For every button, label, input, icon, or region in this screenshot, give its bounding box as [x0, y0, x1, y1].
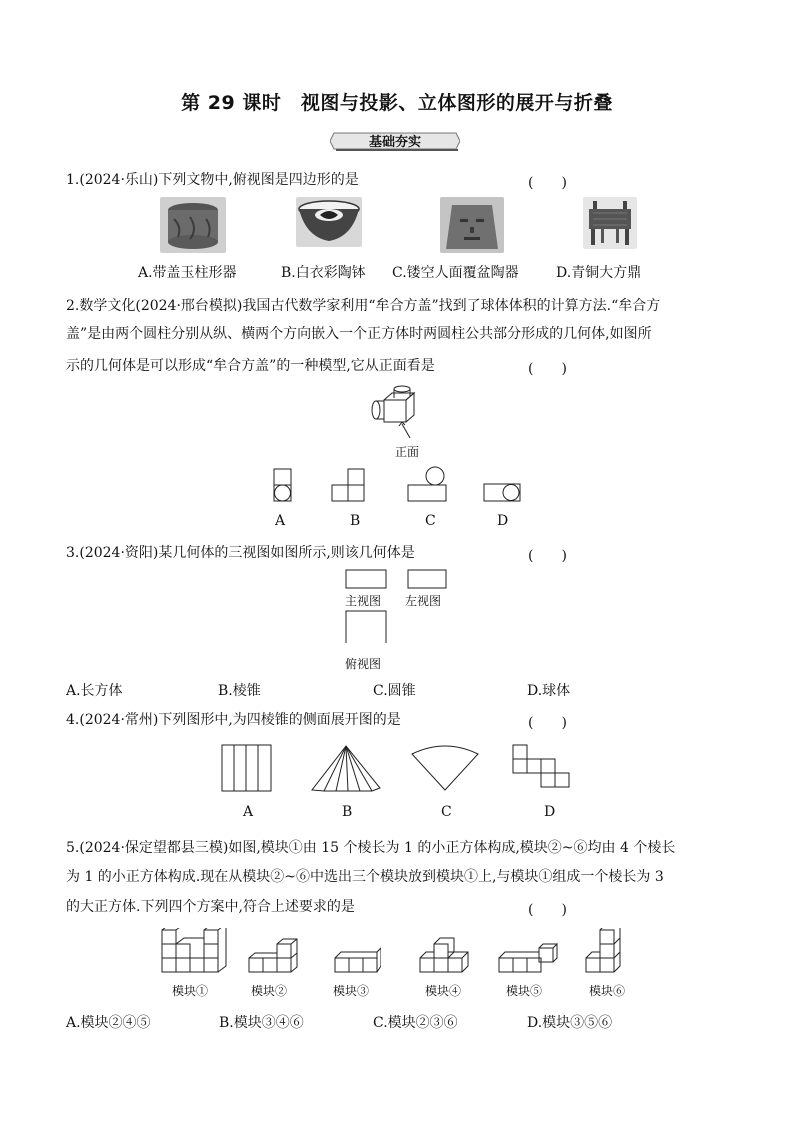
q4-choice-a-figure[interactable] [221, 744, 273, 792]
q4-choice-c[interactable]: C [441, 804, 452, 820]
q3-answer-paren: ( ) [528, 548, 567, 564]
q1-option-d[interactable]: D.青铜大方鼎 [556, 265, 642, 281]
q2-stem-line3: 示的几何体是可以形成“牟合方盖”的一种模型,它从正面看是 [66, 358, 435, 374]
module-2-label: 模块② [251, 984, 288, 998]
q4-choice-c-figure[interactable] [410, 744, 480, 792]
section-tag-label: 基础夯实 [368, 135, 421, 150]
q1-option-c[interactable]: C.镂空人面覆盆陶器 [392, 265, 519, 281]
q5-option-b[interactable]: B.模块③④⑥ [219, 1015, 304, 1031]
q5-option-d[interactable]: D.模块③⑤⑥ [527, 1015, 613, 1031]
q4-answer-paren: ( ) [528, 715, 567, 731]
q5-stem-line3: 的大正方体.下列四个方案中,符合上述要求的是 [66, 899, 355, 915]
q1-option-b[interactable]: B.白衣彩陶钵 [281, 265, 366, 281]
q2-stem-line1: 2.数学文化(2024·邢台模拟)我国古代数学家利用“牟合方盖”找到了球体体积的计算方法.“牟合方 [66, 298, 661, 314]
bronze-ding-image [583, 197, 637, 249]
q3-front-view-rect [346, 570, 386, 588]
q2-choice-a-figure[interactable] [272, 467, 294, 503]
q2-choice-d-figure[interactable] [482, 482, 522, 504]
q4-choice-a[interactable]: A [243, 804, 254, 820]
q3-option-b[interactable]: B.棱锥 [218, 683, 261, 699]
painted-bowl-image [296, 197, 362, 247]
q2-choice-c-figure[interactable] [406, 465, 450, 503]
jade-cylinder-image [160, 197, 226, 253]
q4-choice-b-figure[interactable] [310, 744, 382, 792]
page-title: 第 29 课时 视图与投影、立体图形的展开与折叠 [181, 92, 613, 114]
module-3-label: 模块③ [333, 984, 370, 998]
q2-choice-a[interactable]: A [275, 513, 286, 529]
q3-stem: 3.(2024·资阳)某几何体的三视图如图所示,则该几何体是 [66, 545, 415, 561]
q4-choice-d-figure[interactable] [512, 744, 574, 792]
q2-front-label: 正面 [395, 445, 420, 459]
q1-answer-paren: ( ) [528, 175, 567, 191]
module-1-label: 模块① [172, 984, 209, 998]
module-1-figure[interactable] [160, 928, 232, 976]
module-4-label: 模块④ [425, 984, 462, 998]
module-2-figure[interactable] [247, 936, 307, 976]
module-4-figure[interactable] [418, 930, 474, 976]
module-6-figure[interactable] [584, 928, 634, 976]
q3-left-view-rect [408, 570, 446, 588]
module-5-figure[interactable] [497, 938, 561, 976]
section-tag [330, 130, 460, 152]
module-5-label: 模块⑤ [506, 984, 543, 998]
q2-solid-figure [366, 384, 426, 444]
q3-option-c[interactable]: C.圆锥 [373, 683, 416, 699]
q3-option-d[interactable]: D.球体 [527, 683, 571, 699]
module-6-label: 模块⑥ [589, 984, 626, 998]
q2-choice-b[interactable]: B [350, 513, 361, 529]
q5-option-a[interactable]: A.模块②④⑤ [66, 1015, 151, 1031]
q5-answer-paren: ( ) [528, 902, 567, 918]
q5-stem-line2: 为 1 的小正方体构成.现在从模块②~⑥中选出三个模块放到模块①上,与模块①组成一个棱长为 3 [66, 869, 664, 885]
q5-option-c[interactable]: C.模块②③⑥ [373, 1015, 458, 1031]
q3-front-view-label: 主视图 [345, 594, 382, 608]
q3-top-view-label: 俯视图 [345, 657, 382, 671]
q3-option-a[interactable]: A.长方体 [66, 683, 123, 699]
q3-top-view-rect [346, 611, 386, 643]
q3-left-view-label: 左视图 [405, 594, 442, 608]
q5-stem-line1: 5.(2024·保定望都县三模)如图,模块①由 15 个棱长为 1 的小正方体构成,模块②~⑥均由 4 个棱长 [66, 840, 676, 856]
q4-choice-b[interactable]: B [342, 804, 353, 820]
q2-choice-c[interactable]: C [425, 513, 436, 529]
q1-stem: 1.(2024·乐山)下列文物中,俯视图是四边形的是 [66, 172, 359, 188]
q1-option-a[interactable]: A.带盖玉柱形器 [138, 265, 237, 281]
q4-choice-d[interactable]: D [544, 804, 556, 820]
q2-choice-b-figure[interactable] [330, 467, 368, 503]
q2-choice-d[interactable]: D [497, 513, 509, 529]
face-mask-pottery-image [440, 197, 504, 253]
q2-stem-line2: 盖”是由两个圆柱分别从纵、横两个方向嵌入一个正方体时两圆柱公共部分形成的几何体,如图所 [66, 326, 652, 342]
q2-answer-paren: ( ) [528, 361, 567, 377]
module-3-figure[interactable] [333, 942, 381, 976]
q4-stem: 4.(2024·常州)下列图形中,为四棱锥的侧面展开图的是 [66, 712, 401, 728]
